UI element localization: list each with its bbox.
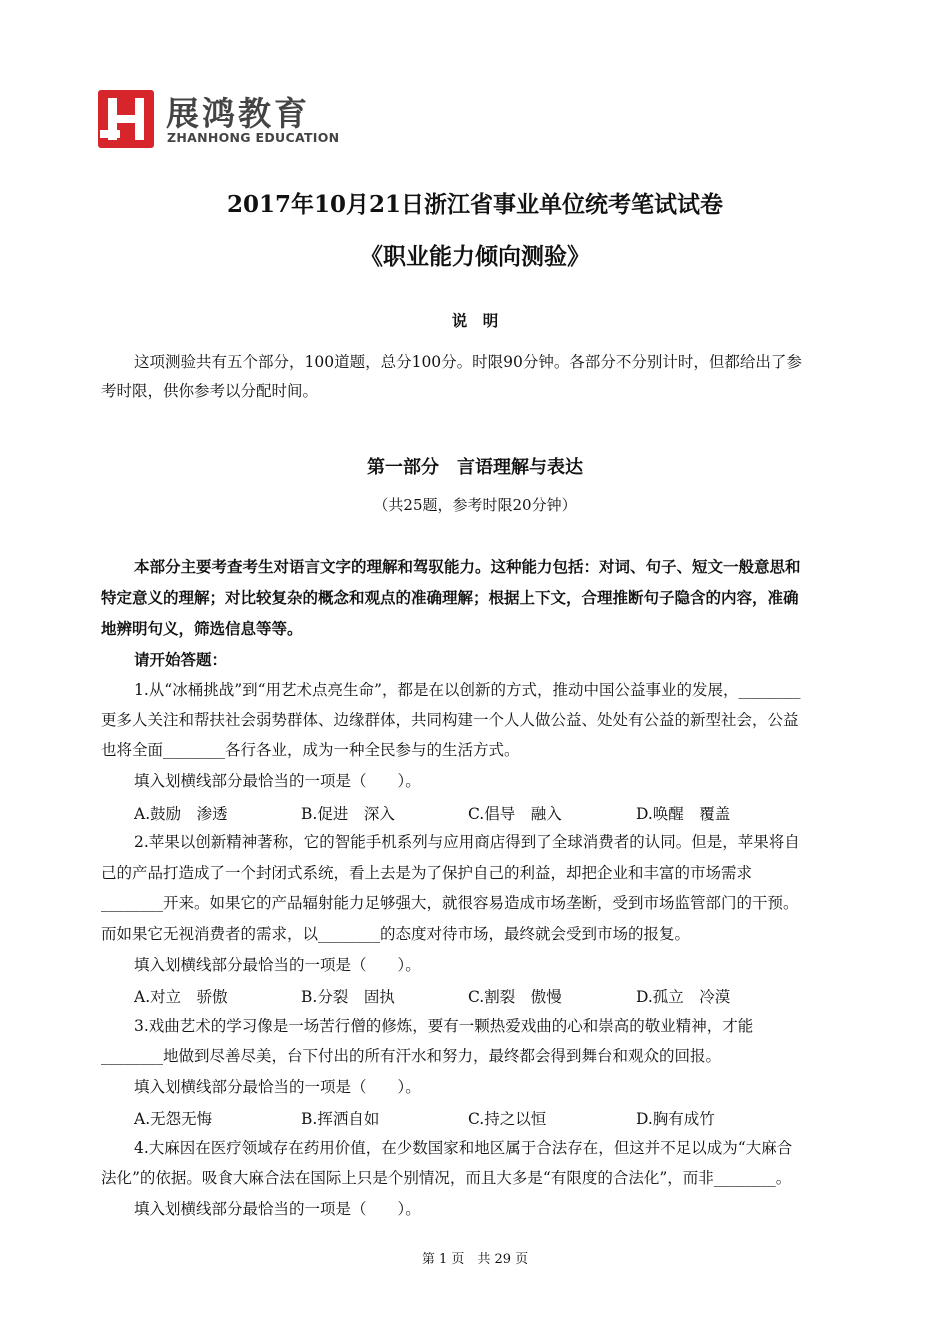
question-3-prompt: 填入划横线部分最恰当的一项是（ ）。: [134, 1078, 421, 1096]
question-1-line: 也将全面________各行各业，成为一种全民参与的生活方式。: [101, 741, 520, 759]
section-subtitle: （共25题，参考时限20分钟）: [373, 496, 577, 514]
question-3-option-a: A.无怨无悔: [134, 1110, 213, 1128]
question-3-line: ________地做到尽善尽美，台下付出的所有汗水和努力，最终都会得到舞台和观众的回报。: [101, 1047, 722, 1065]
question-4-line: 4.大麻因在医疗领域存在药用价值，在少数国家和地区属于合法存在，但这并不足以成为“大麻合: [134, 1139, 793, 1157]
notes-line: 考时限，供你参考以分配时间。: [101, 382, 319, 400]
page-footer: 第 1 页 共 29 页: [421, 1252, 529, 1267]
section-intro-line: 本部分主要考查考生对语言文字的理解和驾驭能力。这种能力包括：对词、句子、短文一般意思和: [134, 558, 801, 576]
question-2-prompt: 填入划横线部分最恰当的一项是（ ）。: [134, 956, 421, 974]
question-3-option-d: D.胸有成竹: [636, 1110, 715, 1128]
question-2-line: 而如果它无视消费者的需求，以________的态度对待市场，最终就会受到市场的报复。: [101, 925, 691, 943]
question-2-option-d: D.孤立 冷漠: [636, 988, 731, 1006]
question-1-option-d: D.唤醒 覆盖: [636, 805, 731, 823]
question-4-line: 法化”的依据。吸食大麻合法在国际上只是个别情况，而且大多是“有限度的合法化”，而非________。: [101, 1169, 792, 1187]
question-3-option-b: B.挥洒自如: [301, 1110, 380, 1128]
question-1-option-c: C.倡导 融入: [468, 805, 562, 823]
company-logo: [98, 90, 338, 148]
section-intro-line: 特定意义的理解；对比较复杂的概念和观点的准确理解；根据上下文，合理推断句子隐含的内容，准确: [101, 589, 799, 607]
start-answering-label: 请开始答题：: [134, 650, 228, 669]
notes-line: 这项测验共有五个部分，100道题，总分100分。时限90分钟。各部分不分别计时，但都给出了参: [134, 353, 802, 371]
question-2-line: 2.苹果以创新精神著称，它的智能手机系列与应用商店得到了全球消费者的认同。但是，苹果将自: [134, 833, 800, 851]
logo-name-en: ZHANHONG EDUCATION: [167, 130, 340, 145]
question-1-option-a: A.鼓励 渗透: [134, 805, 228, 823]
question-1-option-b: B.促进 深入: [301, 805, 395, 823]
page-subtitle: 《职业能力倾向测验》: [360, 243, 590, 270]
question-2-option-a: A.对立 骄傲: [134, 988, 228, 1006]
question-1-line: 更多人关注和帮扶社会弱势群体、边缘群体，共同构建一个人人做公益、处处有公益的新型社会，公益: [101, 711, 799, 729]
logo-name-cn: 展鸿教育: [166, 94, 310, 133]
question-3-line: 3.戏曲艺术的学习像是一场苦行僧的修炼，要有一颗热爱戏曲的心和崇高的敬业精神，才能: [134, 1017, 754, 1035]
section-intro-line: 地辨明句义，筛选信息等等。: [101, 620, 303, 638]
page-title: 2017年10月21日浙江省事业单位统考笔试试卷: [226, 191, 724, 218]
section-title: 第一部分 言语理解与表达: [367, 457, 583, 478]
zhanhong-logo-mark-icon: [98, 90, 154, 148]
question-2-option-b: B.分裂 固执: [301, 988, 395, 1006]
notes-heading: 说 明: [451, 311, 499, 330]
question-2-option-c: C.割裂 傲慢: [468, 988, 562, 1006]
question-2-line: ________开来。如果它的产品辐射能力足够强大，就很容易造成市场垄断，受到市场监管部门的干预。: [101, 894, 799, 912]
question-1-prompt: 填入划横线部分最恰当的一项是（ ）。: [134, 772, 421, 790]
question-1-line: 1.从“冰桶挑战”到“用艺术点亮生命”，都是在以创新的方式，推动中国公益事业的发展，________: [134, 681, 801, 699]
question-3-option-c: C.持之以恒: [468, 1110, 547, 1128]
question-4-prompt: 填入划横线部分最恰当的一项是（ ）。: [134, 1200, 421, 1218]
question-2-line: 己的产品打造成了一个封闭式系统，看上去是为了保护自己的利益，却把企业和丰富的市场需求: [101, 864, 753, 882]
